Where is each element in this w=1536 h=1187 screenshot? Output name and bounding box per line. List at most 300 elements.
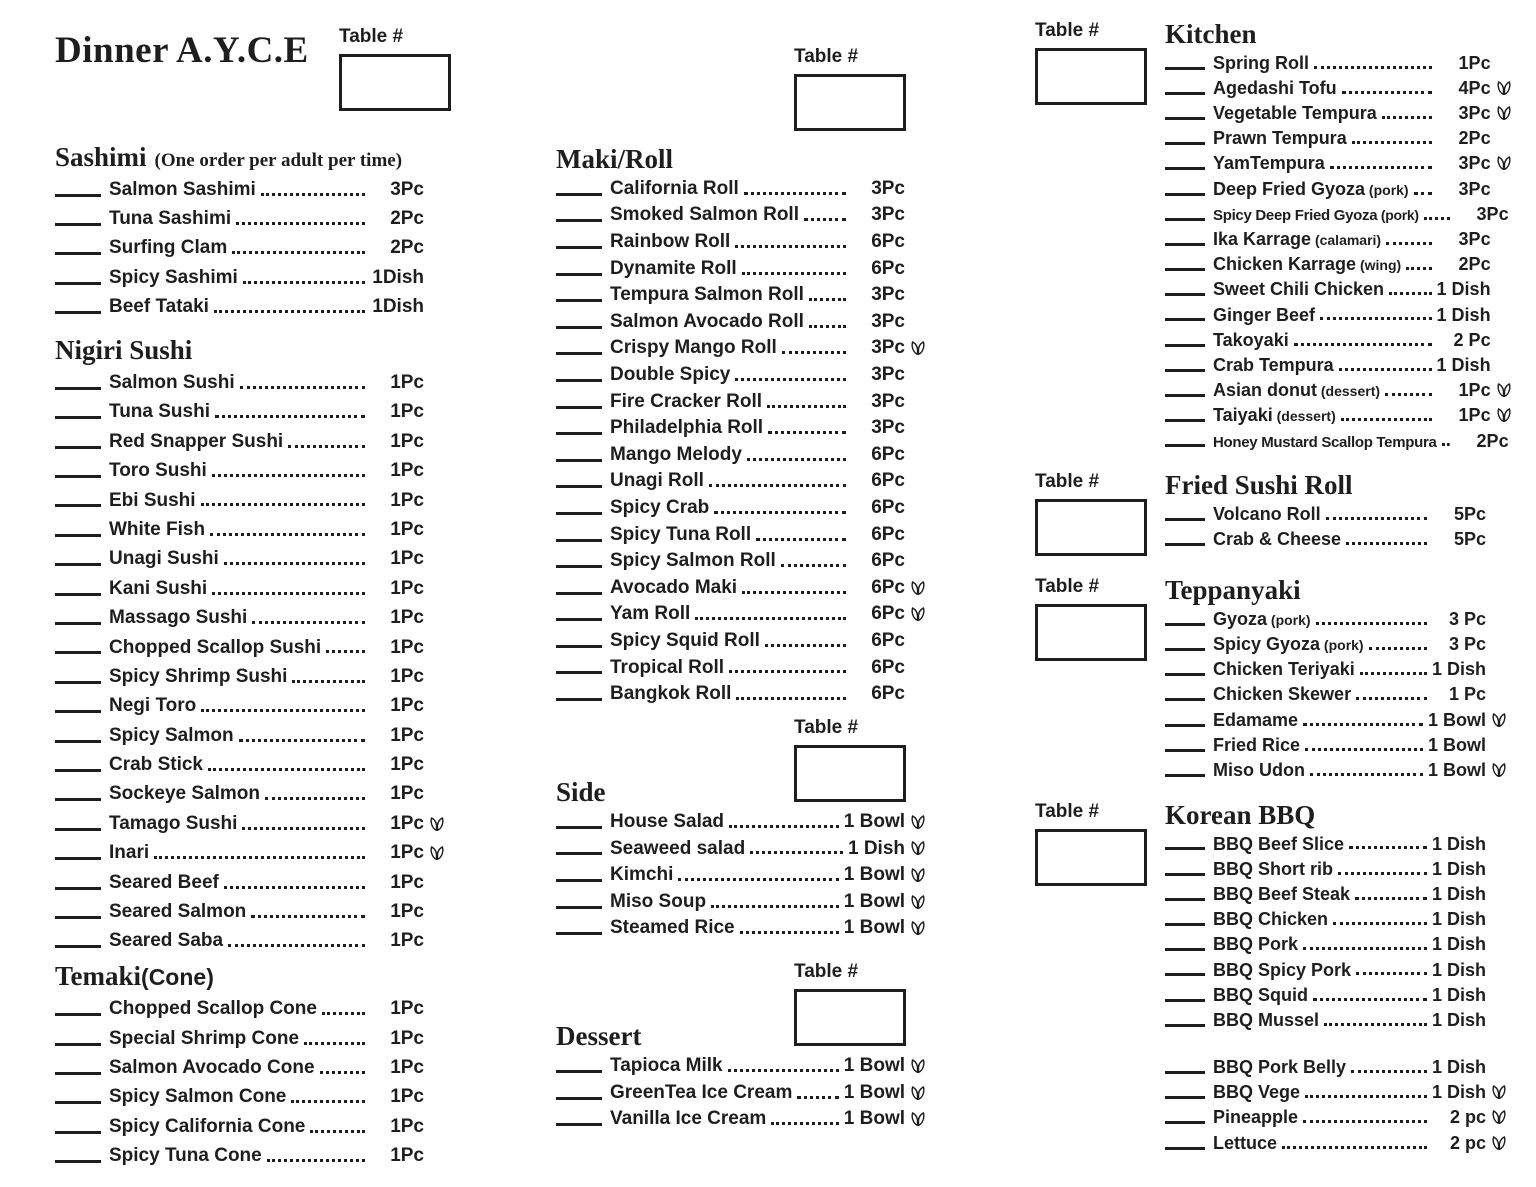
item-name: Asian donut (dessert) [1213, 380, 1381, 401]
write-in-blank[interactable] [55, 194, 101, 197]
quantity-label: 1 Bowl [843, 890, 905, 912]
write-in-blank[interactable] [1165, 193, 1205, 196]
item-name: Vanilla Ice Cream [610, 1108, 767, 1130]
write-in-blank[interactable] [1165, 268, 1205, 271]
write-in-blank[interactable] [556, 352, 602, 355]
dotted-leader [320, 1071, 365, 1074]
column-middle [556, 0, 932, 1187]
menu-item-row [1165, 882, 1513, 907]
menu-item-row [556, 548, 932, 575]
quantity-label: 1Pc [390, 695, 424, 717]
write-in-blank[interactable] [1165, 749, 1205, 752]
write-in-blank[interactable] [1165, 543, 1205, 546]
section-title: Dessert [556, 1021, 642, 1052]
veg-icon-slot [427, 519, 451, 540]
quantity-label: 6Pc [871, 443, 905, 465]
write-in-blank[interactable] [556, 592, 602, 595]
item-name: Massago Sushi [109, 607, 248, 629]
menu-item-row [55, 425, 451, 454]
table-number-box[interactable] [1035, 604, 1147, 661]
veg-icon-slot [427, 548, 451, 569]
write-in-blank[interactable] [1165, 673, 1205, 676]
write-in-blank[interactable] [55, 446, 101, 449]
veg-icon-slot [427, 901, 451, 922]
item-name: Crab Tempura [1213, 354, 1334, 375]
menu-item-row [556, 915, 932, 942]
write-in-blank[interactable] [55, 311, 101, 314]
menu-item-row [1165, 982, 1513, 1007]
item-name: Smoked Salmon Roll [610, 204, 799, 226]
item-name: Spicy Tuna Cone [109, 1145, 262, 1167]
menu-item-row [556, 415, 932, 442]
quantity-label: 1 Bowl [843, 1081, 905, 1103]
write-in-blank[interactable] [1165, 67, 1205, 70]
write-in-blank[interactable] [556, 906, 602, 909]
item-name: Special Shrimp Cone [109, 1027, 300, 1049]
quantity-label: 1 Bowl [843, 1055, 905, 1077]
write-in-blank[interactable] [55, 475, 101, 478]
dotted-leader [1356, 972, 1427, 975]
veg-icon-slot [1489, 683, 1513, 704]
quantity-label: 1Pc [390, 548, 424, 570]
write-in-blank[interactable] [1165, 1024, 1205, 1027]
veg-icon-slot [1489, 734, 1513, 755]
veg-icon-slot [427, 998, 451, 1019]
write-in-blank[interactable] [556, 299, 602, 302]
write-in-blank[interactable] [55, 887, 101, 890]
write-in-blank[interactable] [1165, 774, 1205, 777]
quantity-label: 1Pc [390, 812, 424, 834]
write-in-blank[interactable] [556, 379, 602, 382]
dotted-leader [695, 617, 846, 620]
veg-icon-slot [908, 311, 932, 332]
item-name: Honey Mustard Scallop Tempura [1213, 433, 1437, 451]
quantity-label: 1Pc [390, 998, 424, 1020]
write-in-blank[interactable] [1165, 1096, 1205, 1099]
quantity-label: 1Pc [390, 1145, 424, 1167]
write-in-blank[interactable] [1165, 218, 1205, 221]
item-name: Spicy Tuna Roll [610, 523, 752, 545]
write-in-blank[interactable] [55, 1101, 101, 1104]
section-title: Side [556, 776, 606, 807]
write-in-blank[interactable] [1165, 948, 1205, 951]
menu-item-row [55, 631, 451, 660]
write-in-blank[interactable] [1165, 344, 1205, 347]
table-number-label: Table # [1035, 471, 1100, 493]
menu-item-row [1165, 856, 1513, 881]
write-in-blank[interactable] [1165, 973, 1205, 976]
write-in-blank[interactable] [556, 539, 602, 542]
menu-item-row [1165, 50, 1518, 75]
veg-icon-slot [1512, 203, 1518, 224]
veg-icon-slot [427, 431, 451, 452]
dotted-leader [797, 1096, 838, 1099]
quantity-label: 1Pc [390, 1086, 424, 1108]
write-in-blank[interactable] [556, 826, 602, 829]
section-title: Teppanyaki [1165, 575, 1301, 606]
quantity-label: 1 Dish [1431, 1057, 1486, 1078]
write-in-blank[interactable] [556, 485, 602, 488]
item-name: California Roll [610, 177, 739, 199]
write-in-blank[interactable] [55, 710, 101, 713]
menu-item-row [55, 866, 451, 895]
veg-icon-slot [1489, 503, 1513, 524]
write-in-blank[interactable] [55, 681, 101, 684]
menu-item-row [1165, 1130, 1513, 1155]
write-in-blank[interactable] [556, 1097, 602, 1100]
quantity-label: 3Pc [871, 417, 905, 439]
item-name: Negi Toro [109, 695, 197, 717]
table-number-label: Table # [794, 717, 859, 739]
veg-icon-slot [908, 470, 932, 491]
quantity-label: 1 Dish [1436, 279, 1491, 300]
write-in-blank[interactable] [1165, 293, 1205, 296]
write-in-blank[interactable] [55, 622, 101, 625]
write-in-blank[interactable] [1165, 898, 1205, 901]
veg-icon-slot [427, 1028, 451, 1049]
dotted-leader [735, 245, 846, 248]
dotted-leader [310, 1130, 365, 1133]
table-number-box[interactable] [794, 745, 906, 802]
dotted-leader [154, 856, 365, 859]
table-number-box[interactable] [794, 74, 906, 131]
quantity-label: 1 Dish [1431, 883, 1486, 904]
write-in-blank[interactable] [556, 406, 602, 409]
dotted-leader [1356, 697, 1427, 700]
quantity-label: 2 Pc [1453, 329, 1491, 350]
dotted-leader [736, 697, 846, 700]
write-in-blank[interactable] [55, 252, 101, 255]
quantity-label: 1 Bowl [1427, 760, 1486, 780]
leaf-icon [427, 842, 451, 863]
item-name: BBQ Short rib [1213, 858, 1333, 879]
write-in-blank[interactable] [55, 504, 101, 507]
write-in-blank[interactable] [55, 1131, 101, 1134]
write-in-blank[interactable] [55, 593, 101, 596]
menu-item-row [1165, 428, 1518, 453]
write-in-blank[interactable] [55, 740, 101, 743]
write-in-blank[interactable] [55, 769, 101, 772]
table-number-box[interactable] [1035, 499, 1147, 556]
write-in-blank[interactable] [1165, 999, 1205, 1002]
menu-item-row [556, 601, 932, 628]
quantity-label: 1 Dish [1431, 858, 1486, 879]
dotted-leader [1424, 217, 1450, 220]
item-name: Spicy Salmon Roll [610, 550, 776, 572]
menu-item-row [55, 778, 451, 807]
veg-icon-slot [1489, 858, 1513, 879]
veg-icon-slot [1494, 127, 1518, 148]
dotted-leader [214, 310, 365, 313]
write-in-blank[interactable] [556, 698, 602, 701]
menu-item-row [1165, 502, 1513, 527]
menu-item-row [1165, 907, 1513, 932]
write-in-blank[interactable] [556, 193, 602, 196]
write-in-blank[interactable] [1165, 724, 1205, 727]
menu-item-row [55, 896, 451, 925]
menu-item-row [1165, 632, 1513, 657]
menu-item-row [556, 228, 932, 255]
veg-icon-slot [908, 630, 932, 651]
table-number-group [794, 46, 906, 131]
menu-item-row [556, 1052, 932, 1079]
write-in-blank[interactable] [556, 459, 602, 462]
dotted-leader [288, 445, 365, 448]
quantity-label: 6Pc [871, 496, 905, 518]
table-number-label: Table # [1035, 20, 1100, 41]
veg-icon-slot [427, 1116, 451, 1137]
write-in-blank[interactable] [55, 282, 101, 285]
quantity-label: 3 Pc [1448, 608, 1486, 629]
leaf-icon [908, 917, 932, 938]
write-in-blank[interactable] [55, 857, 101, 860]
section-title: Sashimi (One order per adult per time) [55, 141, 403, 172]
write-in-blank[interactable] [55, 1072, 101, 1075]
quantity-label: 1 Dish [1431, 833, 1486, 854]
item-name: Unagi Roll [610, 470, 704, 492]
veg-icon-slot [908, 497, 932, 518]
veg-icon-slot [1489, 658, 1513, 679]
dotted-leader [212, 474, 365, 477]
quantity-label: 6Pc [871, 257, 905, 279]
quantity-label: 1Pc [1458, 380, 1491, 401]
veg-icon-slot [427, 237, 451, 258]
menu-item-row [55, 261, 451, 290]
write-in-blank[interactable] [55, 534, 101, 537]
write-in-blank[interactable] [1165, 167, 1205, 170]
veg-icon-slot [427, 666, 451, 687]
veg-icon-slot [427, 1057, 451, 1078]
dotted-leader [1330, 166, 1432, 169]
write-in-blank[interactable] [55, 387, 101, 390]
write-in-blank[interactable] [556, 273, 602, 276]
menu-item-row [556, 1106, 932, 1133]
item-name: Chopped Scallop Sushi [109, 636, 322, 658]
write-in-blank[interactable] [1165, 419, 1205, 422]
menu-item-row [1165, 227, 1518, 252]
leaf-icon [427, 813, 451, 834]
write-in-blank[interactable] [55, 1043, 101, 1046]
item-name: Chopped Scallop Cone [109, 998, 317, 1020]
section-kitchen [1035, 18, 1513, 453]
dotted-leader [1303, 1120, 1427, 1123]
item-name: Double Spicy [610, 364, 731, 385]
write-in-blank[interactable] [1165, 923, 1205, 926]
dotted-leader [1313, 998, 1427, 1001]
write-in-blank[interactable] [556, 852, 602, 855]
item-note: (dessert) [1272, 408, 1336, 425]
leaf-icon [908, 1082, 932, 1103]
write-in-blank[interactable] [55, 563, 101, 566]
menu-item-row [1165, 957, 1513, 982]
item-name: Spicy California Cone [109, 1115, 306, 1137]
write-in-blank[interactable] [1165, 318, 1205, 321]
table-number-label: Table # [794, 46, 859, 67]
write-in-blank[interactable] [1165, 1121, 1205, 1124]
dotted-leader [1310, 773, 1423, 776]
menu-item-row [55, 807, 451, 836]
quantity-label: 3Pc [871, 364, 905, 385]
item-name: Taiyaki (dessert) [1213, 405, 1336, 426]
page-header [55, 26, 451, 111]
write-in-blank[interactable] [1165, 847, 1205, 850]
menu-item-row [1165, 733, 1513, 758]
write-in-blank[interactable] [556, 512, 602, 515]
write-in-blank[interactable] [1165, 394, 1205, 397]
item-name: Ika Karrage (calamari) [1213, 229, 1382, 249]
item-name: Tamago Sushi [109, 812, 238, 834]
quantity-label: 2Pc [1458, 128, 1491, 149]
write-in-blank[interactable] [1165, 698, 1205, 701]
write-in-blank[interactable] [1165, 648, 1205, 651]
quantity-label: 3Pc [871, 204, 905, 226]
write-in-blank[interactable] [1165, 142, 1205, 145]
dotted-leader [809, 325, 846, 328]
veg-icon-slot [1489, 608, 1513, 629]
quantity-label: 1Pc [390, 665, 424, 687]
veg-icon-slot [427, 695, 451, 716]
write-in-blank[interactable] [55, 223, 101, 226]
veg-icon-slot [908, 258, 932, 279]
quantity-label: 1Pc [390, 577, 424, 599]
veg-icon-slot [1489, 908, 1513, 929]
item-name: Tuna Sashimi [109, 208, 232, 230]
item-name: Chicken Teriyaki [1213, 659, 1355, 680]
menu-item-row [556, 202, 932, 229]
write-in-blank[interactable] [556, 932, 602, 935]
menu-item-row [1165, 277, 1518, 302]
veg-icon-slot [427, 208, 451, 229]
dotted-leader [809, 298, 846, 301]
veg-icon-slot [427, 754, 451, 775]
write-in-blank[interactable] [556, 219, 602, 222]
write-in-blank[interactable] [556, 879, 602, 882]
write-in-blank[interactable] [556, 565, 602, 568]
write-in-blank[interactable] [1165, 243, 1205, 246]
menu-item-row [556, 627, 932, 654]
item-note: (wing) [1356, 257, 1402, 274]
table-number-box[interactable] [1035, 48, 1147, 105]
quantity-label: 2 pc [1449, 1132, 1486, 1153]
write-in-blank[interactable] [1165, 623, 1205, 626]
item-name: Salmon Avocado Cone [109, 1056, 315, 1078]
menu-item-row [556, 835, 932, 862]
write-in-blank[interactable] [1165, 444, 1205, 447]
write-in-blank[interactable] [1165, 873, 1205, 876]
write-in-blank[interactable] [55, 651, 101, 654]
menu-item-row [1165, 327, 1518, 352]
dotted-leader [1303, 723, 1423, 726]
quantity-label: 1Pc [390, 1027, 424, 1049]
quantity-label: 4Pc [1458, 77, 1491, 98]
dotted-leader [322, 1012, 365, 1015]
quantity-label: 2Pc [1476, 430, 1509, 451]
dotted-leader [1442, 443, 1450, 446]
veg-icon-slot [908, 231, 932, 252]
veg-icon-slot [427, 930, 451, 951]
write-in-blank[interactable] [556, 618, 602, 621]
dotted-leader [228, 944, 365, 947]
dotted-leader [208, 768, 365, 771]
veg-icon-slot [908, 683, 932, 704]
write-in-blank[interactable] [1165, 1071, 1205, 1074]
dotted-leader [224, 562, 365, 565]
write-in-blank[interactable] [55, 945, 101, 948]
write-in-blank[interactable] [55, 416, 101, 419]
quantity-label: 1Pc [390, 871, 424, 893]
dotted-leader [1282, 1146, 1427, 1149]
leaf-icon [908, 1108, 932, 1129]
table-number-group [794, 717, 906, 802]
quantity-label: 1Pc [390, 783, 424, 805]
menu-item-row [1165, 378, 1518, 403]
table-number-box[interactable] [339, 54, 451, 111]
table-number-box[interactable] [794, 989, 906, 1046]
write-in-blank[interactable] [556, 432, 602, 435]
veg-icon-slot [908, 178, 932, 199]
dotted-leader [1349, 846, 1427, 849]
item-name: Beef Tataki [109, 296, 209, 318]
item-name: GreenTea Ice Cream [610, 1081, 793, 1103]
leaf-icon [908, 577, 932, 598]
menu-item-row [55, 572, 451, 601]
quantity-label: 1Pc [390, 401, 424, 423]
leaf-icon [1489, 759, 1513, 780]
leaf-icon [1494, 77, 1518, 98]
write-in-blank[interactable] [556, 671, 602, 674]
quantity-label: 6Pc [871, 470, 905, 492]
quantity-label: 1 Bowl [843, 864, 905, 886]
item-note: (pork) [1377, 206, 1419, 223]
quantity-label: 2Pc [390, 237, 424, 259]
item-name: Spicy Sashimi [109, 266, 238, 288]
write-in-blank[interactable] [1165, 1147, 1205, 1150]
write-in-blank[interactable] [556, 326, 602, 329]
write-in-blank[interactable] [1165, 92, 1205, 95]
item-name: Ginger Beef [1213, 304, 1316, 325]
quantity-label: 3Pc [1458, 103, 1491, 124]
write-in-blank[interactable] [556, 1070, 602, 1073]
write-in-blank[interactable] [1165, 518, 1205, 521]
write-in-blank[interactable] [55, 1013, 101, 1016]
dotted-leader [1303, 947, 1427, 950]
section-fried-sushi-roll [1035, 469, 1513, 556]
item-name: BBQ Chicken [1213, 909, 1329, 930]
item-name: Unagi Sushi [109, 548, 219, 570]
section-title: Nigiri Sushi [55, 335, 193, 366]
veg-icon-slot [1494, 354, 1518, 375]
menu-item-row [55, 543, 451, 572]
write-in-blank[interactable] [556, 645, 602, 648]
column-left [55, 0, 451, 1187]
write-in-blank[interactable] [1165, 369, 1205, 372]
write-in-blank[interactable] [1165, 117, 1205, 120]
write-in-blank[interactable] [55, 1160, 101, 1163]
menu-item-row [556, 680, 932, 707]
write-in-blank[interactable] [556, 1123, 602, 1126]
write-in-blank[interactable] [55, 916, 101, 919]
write-in-blank[interactable] [556, 246, 602, 249]
leaf-icon [1494, 152, 1518, 173]
table-number-box[interactable] [1035, 829, 1147, 886]
quantity-label: 1Pc [390, 636, 424, 658]
menu-item-row [1165, 707, 1513, 732]
veg-icon-slot [427, 296, 451, 317]
menu-item-row [556, 808, 932, 835]
section-title-suffix: (Cone) [141, 964, 214, 991]
write-in-blank[interactable] [55, 828, 101, 831]
write-in-blank[interactable] [55, 798, 101, 801]
